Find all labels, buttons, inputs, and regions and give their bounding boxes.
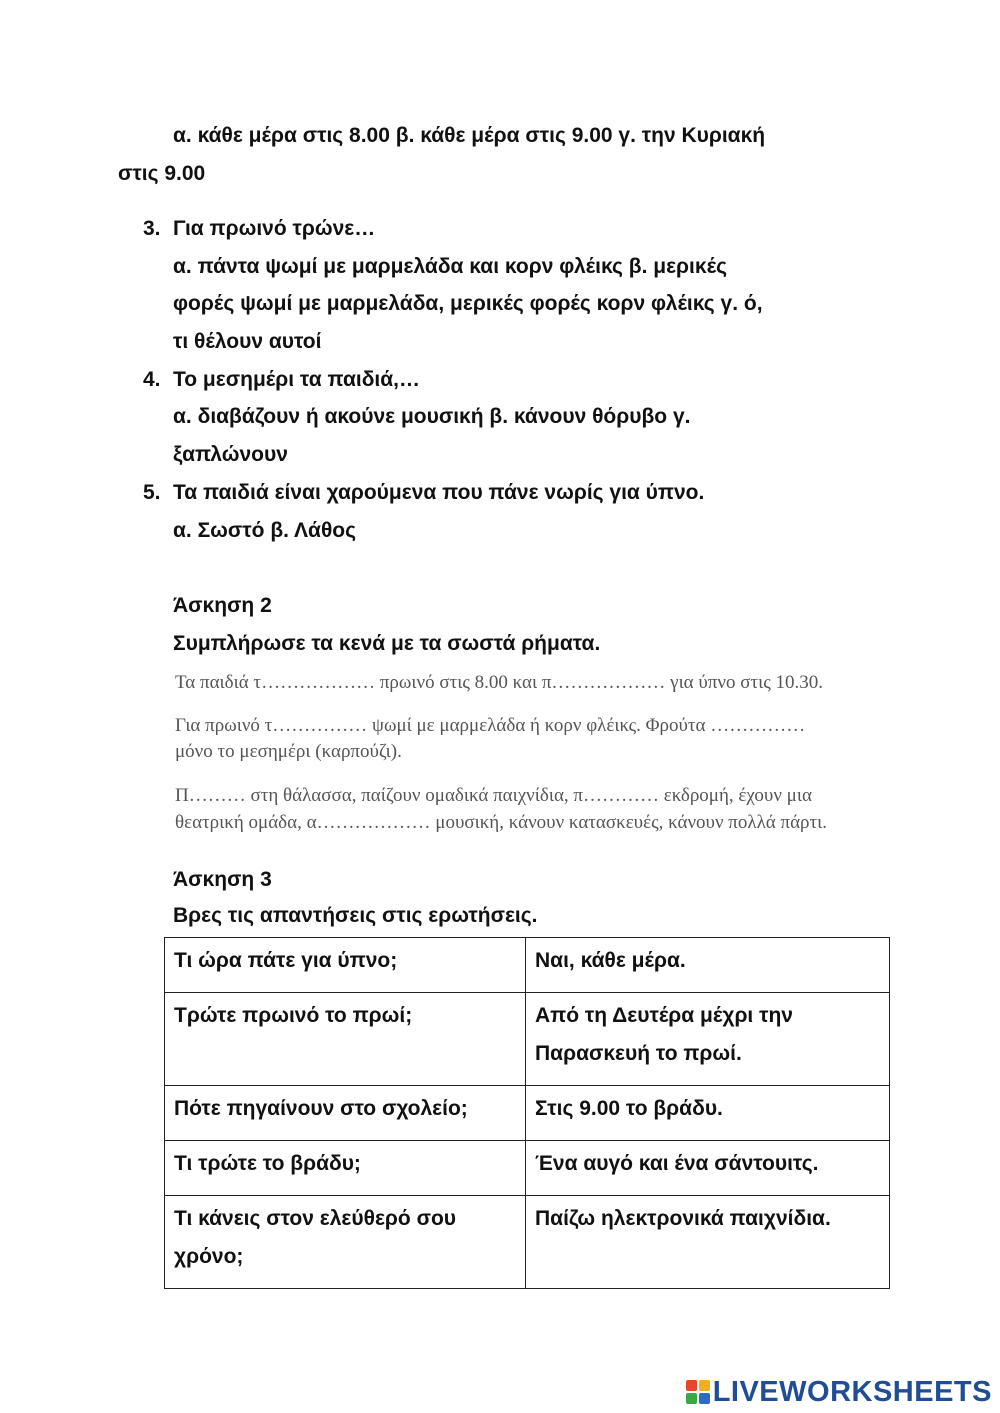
answer-cell: Από τη Δευτέρα μέχρι την Παρασκευή το πρωί. — [526, 993, 890, 1086]
answer-cell: Παίζω ηλεκτρονικά παιχνίδια. — [526, 1196, 890, 1289]
fill-blank-line: θεατρική ομάδα, α……………… μουσική, κάνουν κατασκευές, κάνουν πολλά πάρτι. — [175, 812, 828, 833]
options-line: ξαπλώνουν — [173, 443, 288, 466]
table-row — [165, 993, 890, 1086]
options-line: τι θέλουν αυτοί — [173, 330, 322, 353]
logo-cubes-icon — [686, 1380, 710, 1404]
exercise-instruction: Συμπλήρωσε τα κενά με τα σωστά ρήματα. — [173, 632, 601, 655]
question-cell: Τρώτε πρωινό το πρωί; — [165, 993, 526, 1086]
question-cell: Πότε πηγαίνουν στο σχολείο; — [165, 1086, 526, 1141]
question-number: 5. — [143, 481, 161, 504]
table-row — [165, 1196, 890, 1289]
answer-cell: Στις 9.00 το βράδυ. — [526, 1086, 890, 1141]
exercise-title: Άσκηση 2 — [173, 594, 272, 617]
table-row — [165, 938, 890, 993]
answer-cell: Ναι, κάθε μέρα. — [526, 938, 890, 993]
answer-cell: Ένα αυγό και ένα σάντουιτς. — [526, 1141, 890, 1196]
options-line: α. κάθε μέρα στις 8.00 β. κάθε μέρα στις 9.00 γ. την Κυριακή — [173, 124, 766, 147]
question-cell: Τι τρώτε το βράδυ; — [165, 1141, 526, 1196]
options-line: α. διαβάζουν ή ακούνε μουσική β. κάνουν θόρυβο γ. — [173, 405, 691, 428]
liveworksheets-logo[interactable] — [686, 1377, 992, 1407]
question-cell: Τι κάνεις στον ελεύθερό σου χρόνο; — [165, 1196, 526, 1289]
exercise-title: Άσκηση 3 — [173, 868, 272, 891]
question-text: Το μεσημέρι τα παιδιά,… — [173, 368, 421, 391]
matching-table — [164, 937, 890, 1289]
question-text: Για πρωινό τρώνε… — [173, 217, 376, 240]
question-number: 4. — [143, 368, 161, 391]
fill-blank-line: Για πρωινό τ…………… ψωμί με μαρμελάδα ή κορν φλέικς. Φρούτα …………… — [175, 715, 806, 736]
fill-blank-line: Π……… στη θάλασσα, παίζουν ομαδικά παιχνίδια, π………… εκδρομή, έχουν μια — [175, 785, 812, 806]
options-line: α. πάντα ψωμί με μαρμελάδα και κορν φλέικς β. μερικές — [173, 255, 727, 278]
question-cell: Τι ώρα πάτε για ύπνο; — [165, 938, 526, 993]
fill-blank-line: Τα παιδιά τ……………… πρωινό στις 8.00 και π……………… για ύπνο στις 10.30. — [175, 672, 823, 693]
question-text: Τα παιδιά είναι χαρούμενα που πάνε νωρίς για ύπνο. — [173, 481, 705, 504]
logo-text: LIVEWORKSHEETS — [712, 1375, 992, 1408]
question-number: 3. — [143, 217, 161, 240]
options-line: α. Σωστό β. Λάθος — [173, 519, 357, 542]
fill-blank-line: μόνο το μεσημέρι (καρπούζι). — [175, 741, 402, 762]
options-line: φορές ψωμί με μαρμελάδα, μερικές φορές κορν φλέικς γ. ό, — [173, 292, 763, 315]
table-row — [165, 1086, 890, 1141]
table-row — [165, 1141, 890, 1196]
options-line: στις 9.00 — [118, 162, 206, 185]
exercise-instruction: Βρες τις απαντήσεις στις ερωτήσεις. — [173, 904, 538, 927]
